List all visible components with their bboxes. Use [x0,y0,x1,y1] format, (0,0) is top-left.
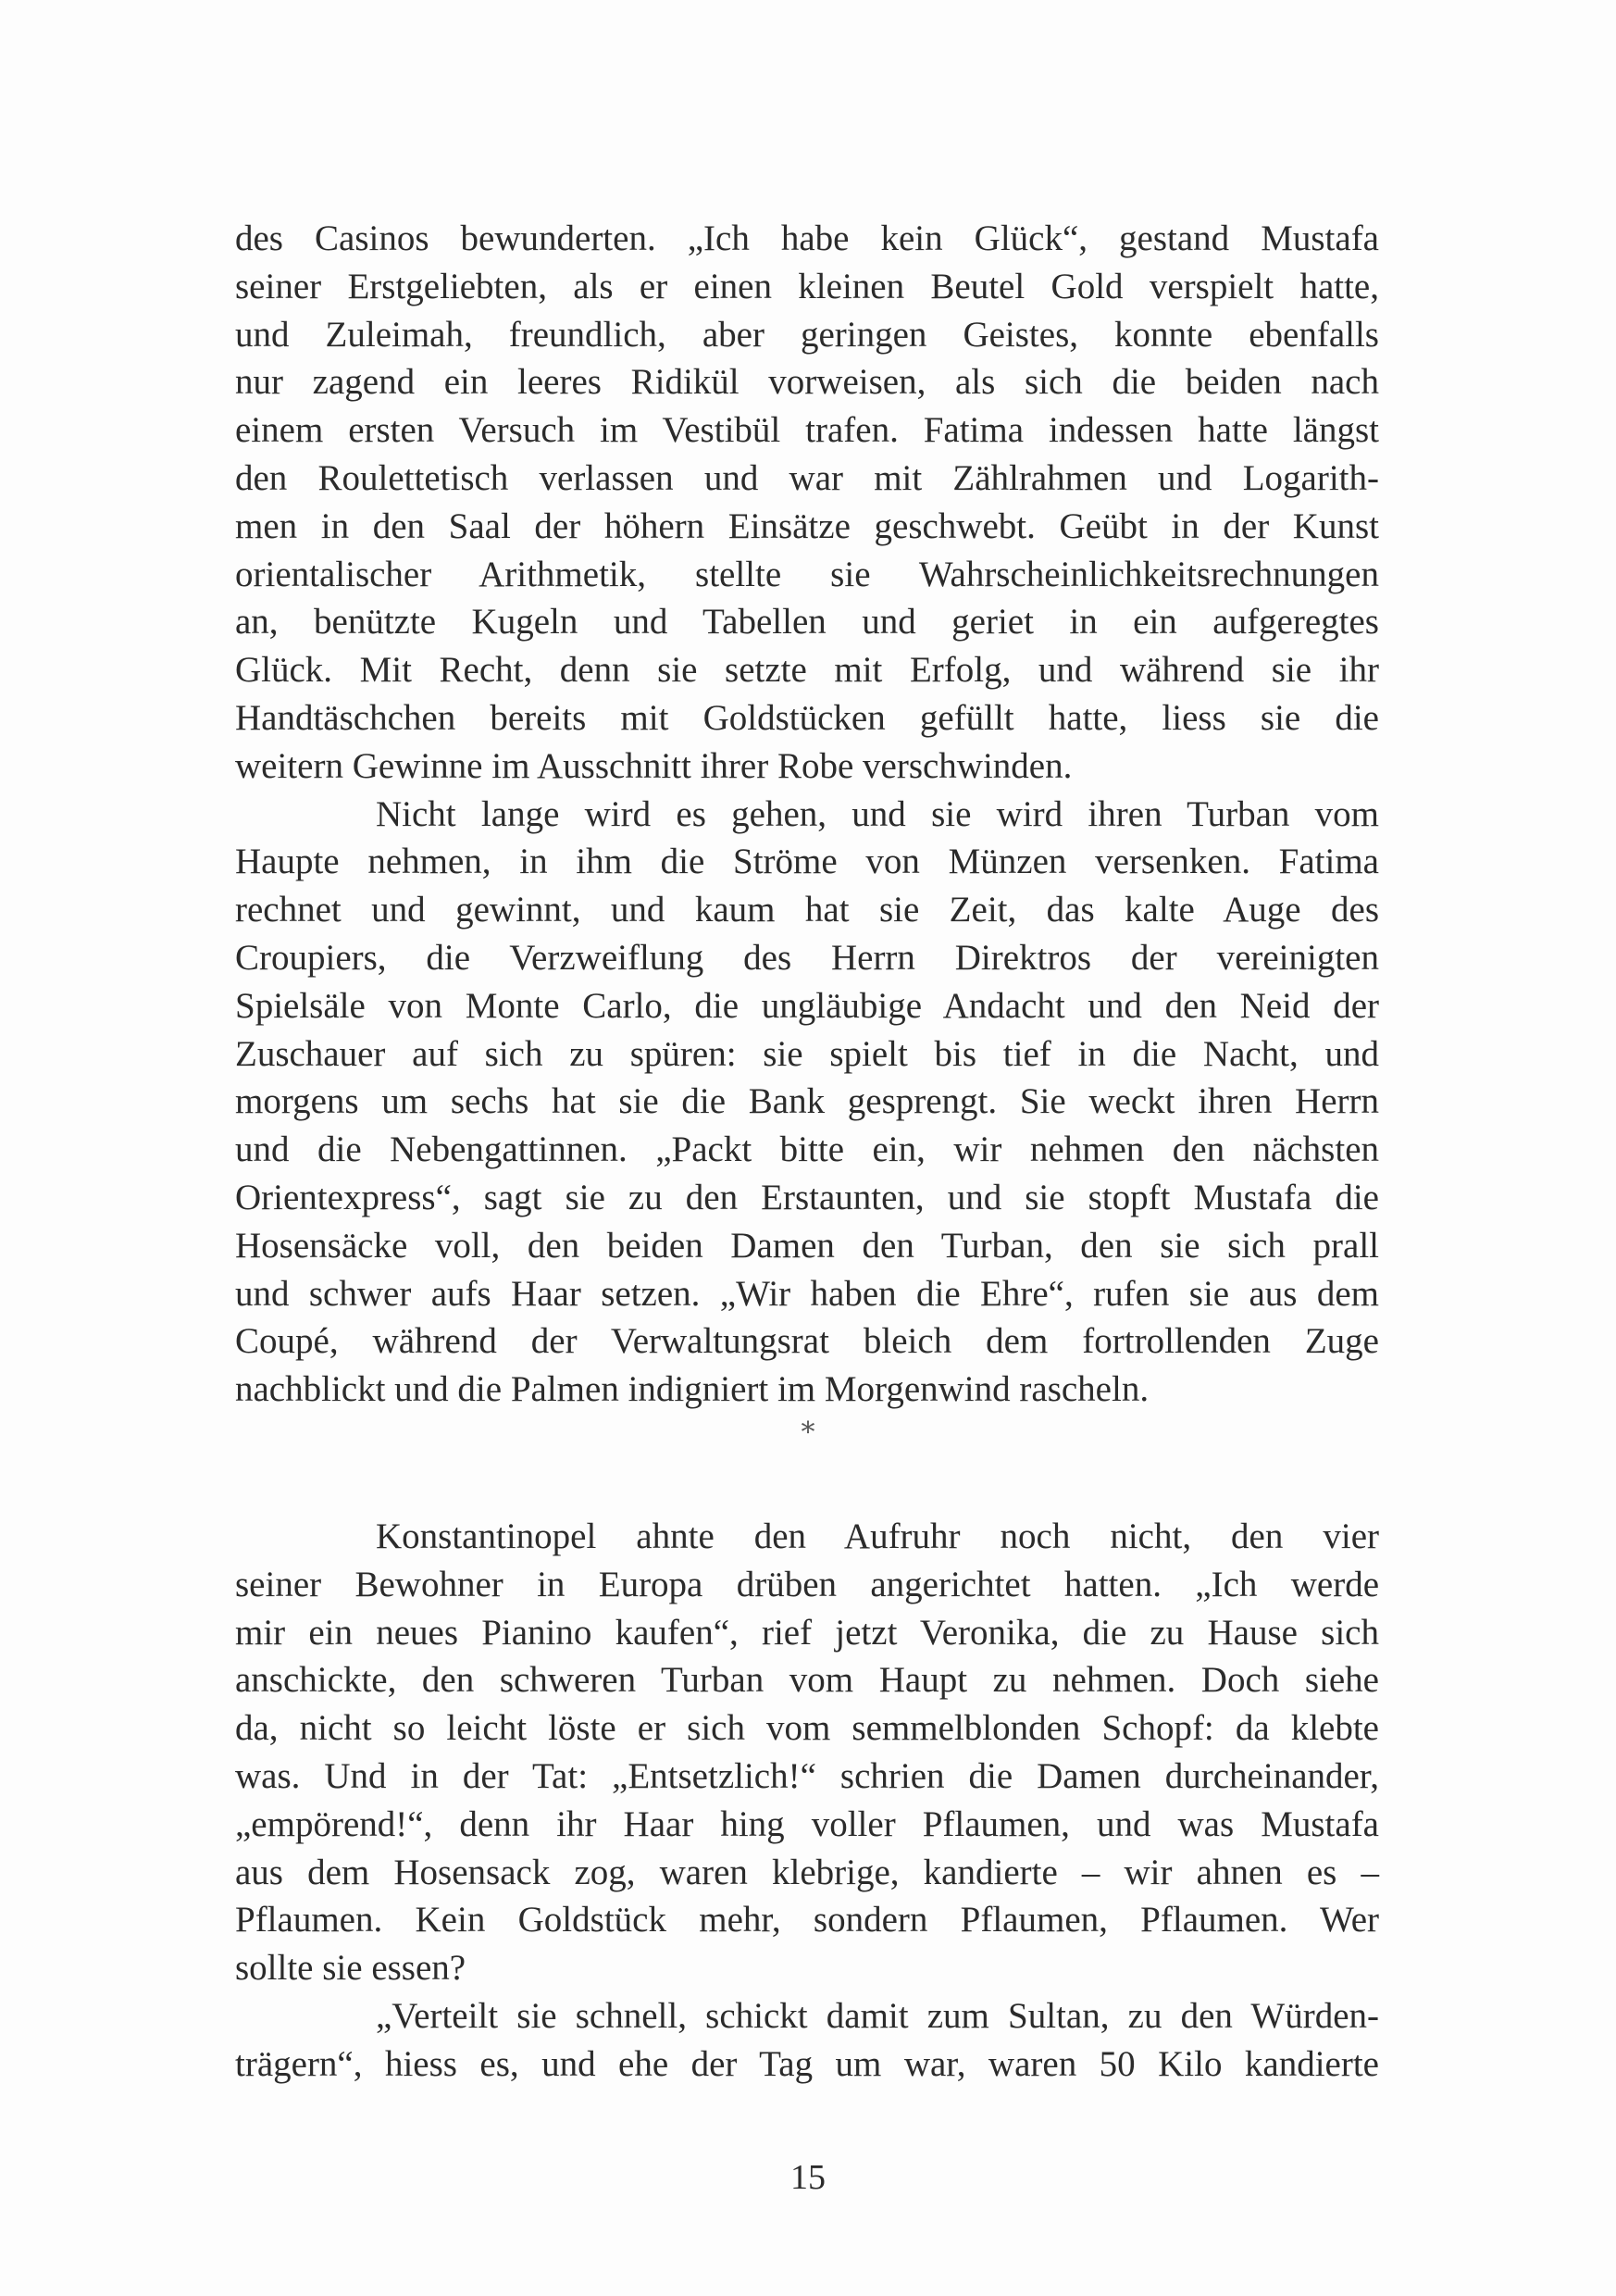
text-line: Haupte nehmen, in ihm die Ströme von Münzen versenken. Fatima [235,842,1379,882]
section-divider: * [801,1416,815,1449]
text-line: an, benützte Kugeln und Tabellen und geriet in ein aufgeregtes [235,602,1379,643]
text-line: Handtäschchen bereits mit Goldstücken gefüllt hatte, liess sie die [235,697,1379,738]
text-block-top [235,215,1379,1414]
text-line: seiner Bewohner in Europa drüben angerichtet hatten. „Ich werde [235,1564,1379,1604]
page-number: 15 [790,2158,826,2197]
text-line: Nicht lange wird es gehen, und sie wird ihren Turban vom [376,793,1379,834]
paragraph-3 [235,1513,1379,1992]
text-line: mir ein neues Pianino kaufen“, rief jetzt Veronika, die zu Hause sich [235,1612,1379,1653]
text-line: Glück. Mit Recht, denn sie setzte mit Erfolg, und während sie ihr [235,650,1379,691]
text-line: seiner Erstgeliebten, als er einen kleinen Beutel Gold verspielt hatte, [235,266,1379,306]
text-line: Zuschauer auf sich zu spüren: sie spielt bis tief in die Nacht, und [235,1033,1379,1074]
text-line: Hosensäcke voll, den beiden Damen den Turban, den sie sich prall [235,1225,1379,1266]
text-line: den Roulettetisch verlassen und war mit Zählrahmen und Logarith- [235,457,1379,498]
text-line: „empörend!“, denn ihr Haar hing voller Pflaumen, und was Mustafa [235,1803,1379,1844]
text-line: des Casinos bewunderten. „Ich habe kein Glück“, gestand Mustafa [235,218,1379,258]
text-line: Orientexpress“, sagt sie zu den Erstaunten, und sie stopft Mustafa die [235,1177,1379,1217]
text-line: morgens um sechs hat sie die Bank gesprengt. Sie weckt ihren Herrn [235,1081,1379,1122]
text-line: einem ersten Versuch im Vestibül trafen. Fatima indessen hatte längst [235,410,1379,451]
text-line: men in den Saal der höhern Einsätze geschwebt. Geübt in der Kunst [235,505,1379,546]
text-line: nur zagend ein leeres Ridikül vorweisen, als sich die beiden nach [235,362,1379,403]
text-line: und Zuleimah, freundlich, aber geringen Geistes, konnte ebenfalls [235,314,1379,355]
text-line: und die Nebengattinnen. „Packt bitte ein, wir nehmen den nächsten [235,1129,1379,1170]
text-line: was. Und in der Tat: „Entsetzlich!“ schrien die Damen durcheinander, [235,1755,1379,1796]
text-line: rechnet und gewinnt, und kaum hat sie Zeit, das kalte Auge des [235,890,1379,930]
paragraph-1 [235,215,1379,791]
text-line: sollte sie essen? [235,1948,466,1989]
text-line: „Verteilt sie schnell, schickt damit zum Sultan, zu den Würden- [376,1995,1379,2036]
text-line: orientalischer Arithmetik, stellte sie Wahrscheinlichkeitsrechnungen [235,554,1379,594]
text-line: Croupiers, die Verzweiflung des Herrn Direktros der vereinigten [235,937,1379,978]
text-line: und schwer aufs Haar setzen. „Wir haben die Ehre“, rufen sie aus dem [235,1273,1379,1314]
text-line: trägern“, hiess es, und ehe der Tag um war, waren 50 Kilo kandierte [235,2043,1379,2084]
text-line: anschickte, den schweren Turban vom Haupt zu nehmen. Doch siehe [235,1660,1379,1701]
text-block-bottom [235,1513,1379,2089]
text-line: aus dem Hosensack zog, waren klebrige, kandierte – wir ahnen es – [235,1852,1379,1892]
paragraph-4 [235,1992,1379,2089]
text-line: nachblickt und die Palmen indigniert im Morgenwind rascheln. [235,1369,1150,1410]
text-line: Coupé, während der Verwaltungsrat bleich dem fortrollenden Zuge [235,1321,1379,1362]
text-line: Pflaumen. Kein Goldstück mehr, sondern Pflaumen, Pflaumen. Wer [235,1900,1379,1940]
text-line: weitern Gewinne im Ausschnitt ihrer Robe verschwinden. [235,745,1073,786]
text-line: Spielsäle von Monte Carlo, die ungläubige Andacht und den Neid der [235,985,1379,1026]
paragraph-2 [235,791,1379,1414]
text-line: Konstantinopel ahnte den Aufruhr noch nicht, den vier [376,1516,1379,1556]
text-line: da, nicht so leicht löste er sich vom semmelblonden Schopf: da klebte [235,1708,1379,1749]
